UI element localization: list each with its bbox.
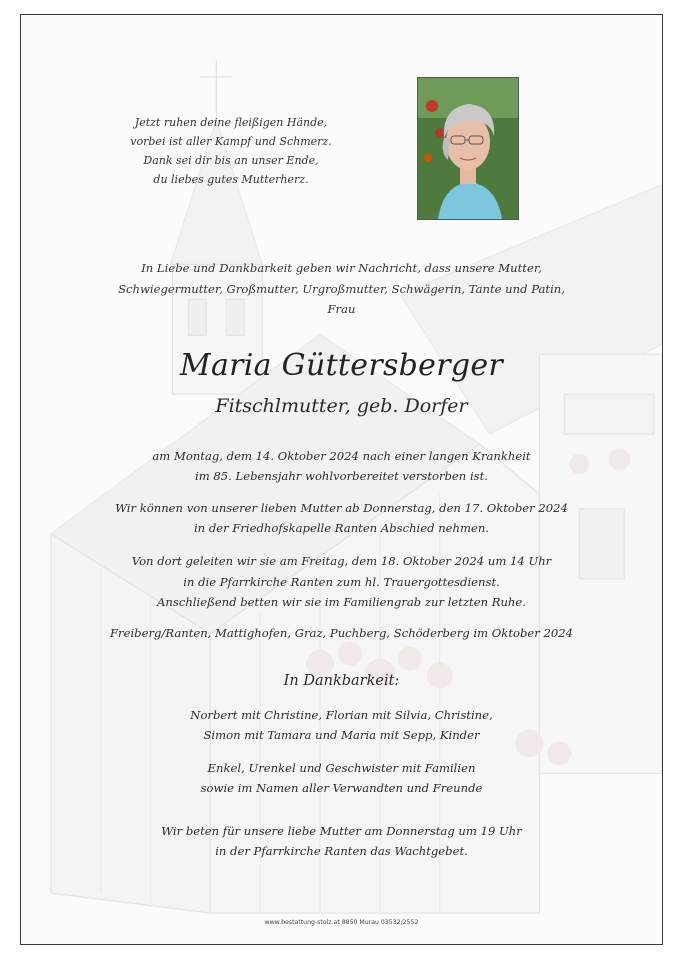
deceased-subtitle: Fitschlmutter, geb. Dorfer [215, 395, 468, 417]
poem-line: vorbei ist aller Kampf und Schmerz. [130, 135, 332, 148]
deceased-name: Maria Güttersberger [179, 348, 504, 383]
mourners-line: sowie im Namen aller Verwandten und Freunde [200, 781, 483, 795]
poem-line: du liebes gutes Mutterherz. [153, 173, 309, 186]
prayer-line: Wir beten für unsere liebe Mutter am Donnerstag um 19 Uhr [161, 824, 522, 838]
poem-line: Dank sei dir bis an unser Ende, [143, 154, 319, 167]
memorial-poem [91, 113, 371, 189]
farewell-line: in der Friedhofskapelle Ranten Abschied nehmen. [193, 521, 490, 535]
intro-line: Frau [327, 302, 356, 316]
farewell-line: Wir können von unserer lieben Mutter ab Donnerstag, den 17. Oktober 2024 [115, 501, 568, 515]
funeral-line: Anschließend betten wir sie im Familiengrab zur letzten Ruhe. [157, 595, 526, 609]
funeral-home-footer: www.bestattung-stolz.at 8850 Murau 03532/2552 [264, 919, 419, 926]
intro-line: In Liebe und Dankbarkeit geben wir Nachricht, dass unsere Mutter, [141, 261, 542, 275]
prayer-line: in der Pfarrkirche Ranten das Wachtgebet. [215, 844, 468, 858]
death-notice-line: im 85. Lebensjahr wohlvorbereitet verstorben ist. [195, 469, 488, 483]
death-notice-text [21, 446, 662, 486]
death-notice-line: am Montag, dem 14. Oktober 2024 nach einer langen Krankheit [152, 449, 531, 463]
thanks-heading: In Dankbarkeit: [283, 673, 400, 689]
funeral-text [21, 551, 662, 613]
mourners-line: Enkel, Urenkel und Geschwister mit Familien [207, 761, 476, 775]
death-notice-card [20, 14, 663, 945]
portrait-image [418, 78, 518, 219]
intro-line: Schwiegermutter, Großmutter, Urgroßmutter, Schwägerin, Tante und Patin, [118, 281, 565, 296]
intro-text [21, 258, 662, 320]
mourners-children [21, 705, 662, 745]
funeral-line: in die Pfarrkirche Ranten zum hl. Trauergottesdienst. [183, 574, 500, 589]
mourners-line: Norbert mit Christine, Florian mit Silvia, Christine, [190, 708, 493, 722]
mourners-line: Simon mit Tamara und Maria mit Sepp, Kinder [203, 728, 480, 742]
places-date-line: Freiberg/Ranten, Mattighofen, Graz, Puchberg, Schöderberg im Oktober 2024 [110, 626, 573, 640]
poem-line: Jetzt ruhen deine fleißigen Hände, [134, 116, 328, 129]
funeral-line: Von dort geleiten wir sie am Freitag, dem 18. Oktober 2024 um 14 Uhr [131, 554, 552, 568]
places-date [21, 623, 662, 643]
portrait-photo [417, 77, 519, 220]
mourners-relatives [21, 758, 662, 798]
prayer-notice [21, 821, 662, 861]
farewell-text [21, 498, 662, 538]
